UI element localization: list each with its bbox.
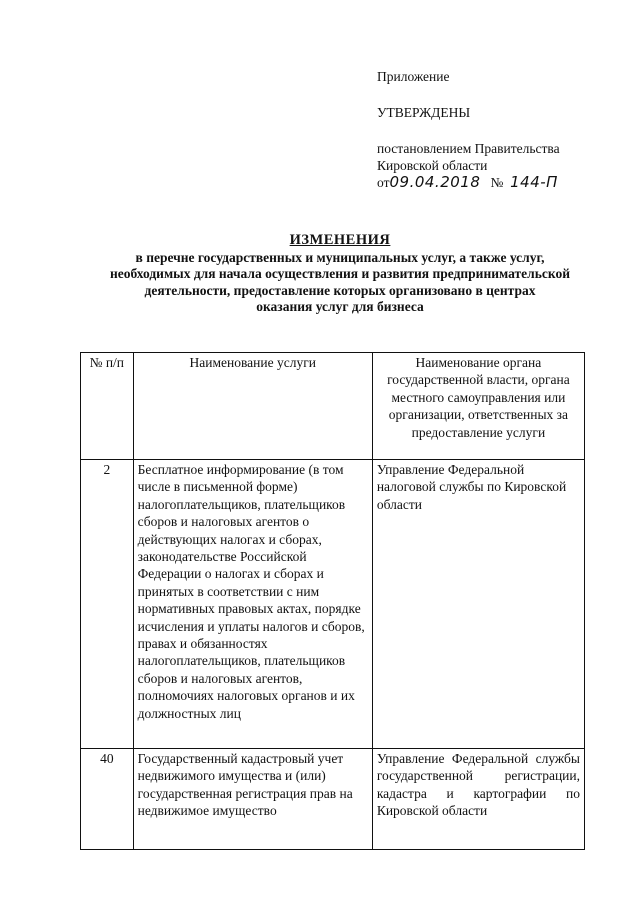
approved-by-line-1: постановлением Правительства	[377, 141, 560, 156]
row-authority: Управление Федеральной налоговой службы по Кировской области	[372, 460, 584, 749]
row-service: Государственный кадастровый учет недвижимого имущества и (или) государственная регистрация прав на недвижимое имущество	[133, 749, 372, 850]
document-title: ИЗМЕНЕНИЯ	[289, 232, 391, 248]
header-authority: Наименование органа государственной власти, органа местного самоуправления или организации, ответственных за предоставление услуги	[372, 353, 584, 460]
header-num: № п/п	[81, 353, 134, 460]
number-prefix: №	[490, 175, 504, 190]
decree-number: 144-П	[510, 173, 558, 191]
heading-line-3: деятельности, предоставление которых организовано в центрах	[144, 282, 536, 298]
row-authority: Управление Федеральной службы государственной регистрации, кадастра и картографии по Кировской области	[372, 749, 584, 850]
document-heading	[70, 232, 610, 316]
table-row	[81, 460, 585, 749]
date-prefix: от	[377, 175, 390, 190]
services-table	[80, 352, 585, 850]
row-num: 40	[81, 749, 134, 850]
row-num: 2	[81, 460, 134, 749]
table-header-row	[81, 353, 585, 460]
decree-date-line	[377, 174, 560, 191]
heading-line-4: оказания услуг для бизнеса	[256, 299, 424, 314]
table-row	[81, 749, 585, 850]
row-service: Бесплатное информирование (в том числе в письменной форме) налогоплательщиков, плательщиков сборов и налоговых агентов о действующих налогах и сборах, законодательстве Российской Федерации о налогах и сборах и принятых в соответствии с ним нормативных правовых актах, порядке исчисления и уплаты налогов и сборов, правах и обязанностях налогоплательщиков, плательщиков сборов и налоговых агентов, полномочиях налоговых органов и их должностных лиц	[133, 460, 372, 749]
approval-block	[377, 68, 560, 191]
header-service: Наименование услуги	[133, 353, 372, 460]
approved-label: УТВЕРЖДЕНЫ	[377, 105, 471, 120]
approved-by-line-2: Кировской области	[377, 158, 488, 173]
appendix-label: Приложение	[377, 69, 450, 84]
decree-date: 09.04.2018	[389, 173, 481, 191]
heading-line-2: необходимых для начала осуществления и развития предпринимательской	[110, 266, 570, 281]
heading-line-1: в перечне государственных и муниципальных услуг, а также услуг,	[135, 249, 545, 265]
